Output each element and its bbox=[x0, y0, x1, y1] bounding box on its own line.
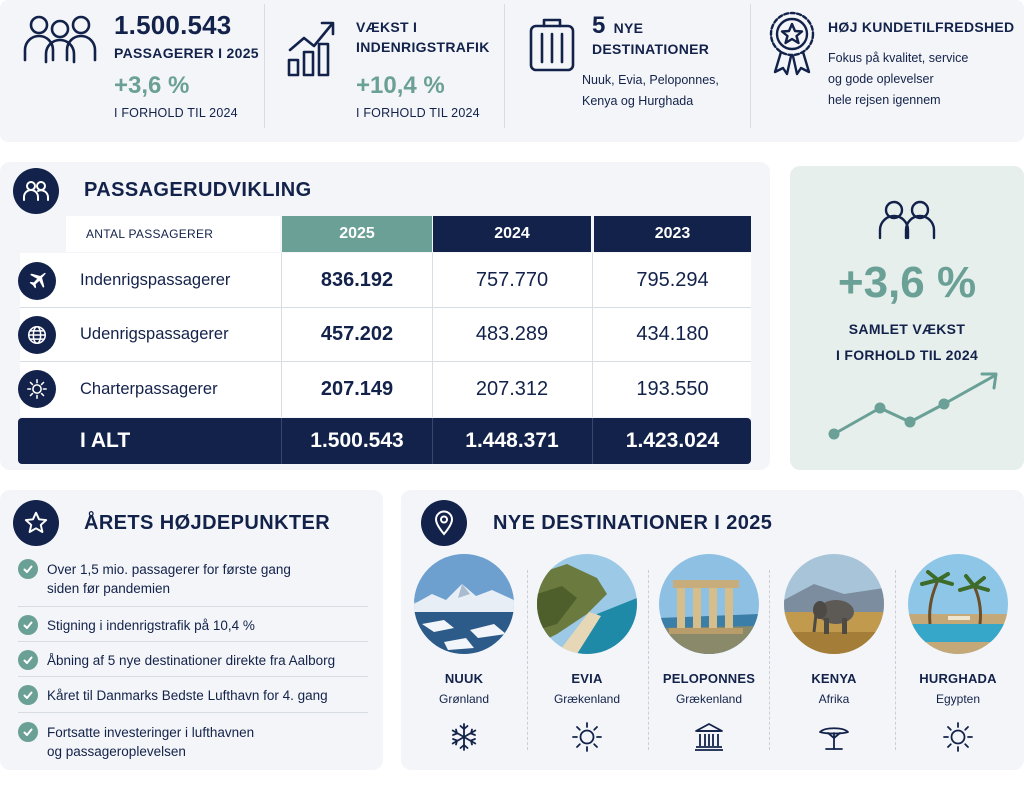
domestic-label-2: INDENRIGSTRAFIK bbox=[356, 39, 490, 55]
satisfaction-desc-2: og gode oplevelser bbox=[828, 72, 934, 86]
passengers-note: I FORHOLD TIL 2024 bbox=[114, 106, 238, 120]
people-icon bbox=[22, 12, 98, 64]
row-icon-domestic bbox=[18, 262, 56, 300]
destinations-number: 5 bbox=[592, 12, 606, 39]
satisfaction-desc-1: Fokus på kvalitet, service bbox=[828, 51, 969, 65]
passengers-number: 1.500.543 bbox=[114, 10, 232, 40]
domestic-label-1: VÆKST I bbox=[356, 19, 418, 35]
highlights-panel bbox=[0, 490, 383, 770]
total-2025: 1.500.543 bbox=[310, 429, 404, 452]
passengers-pct: +3,6 % bbox=[114, 72, 190, 99]
check-icon bbox=[18, 615, 38, 635]
divider bbox=[527, 570, 528, 750]
table-header-label: ANTAL PASSAGERER bbox=[66, 216, 280, 252]
destinations-circle bbox=[421, 500, 467, 546]
highlight-item bbox=[18, 686, 368, 705]
cell-international-2025: 457.202 bbox=[320, 322, 394, 345]
table-header-2023: 2023 bbox=[594, 216, 751, 252]
row-icon-international bbox=[18, 316, 56, 354]
destination-name: HURGHADA bbox=[919, 671, 997, 686]
destination-photo-hurghada bbox=[908, 554, 1008, 654]
cell-charter-2024: 207.312 bbox=[475, 377, 549, 400]
stat-new-destinations bbox=[506, 0, 750, 142]
sun-icon bbox=[941, 720, 975, 754]
trend-line-icon bbox=[826, 366, 1002, 442]
highlight-text: siden før pandemien bbox=[47, 581, 171, 596]
cell-charter-2025: 207.149 bbox=[320, 377, 394, 400]
destination-card bbox=[414, 554, 514, 759]
destination-name: PELOPONNES bbox=[662, 671, 756, 686]
destinations-label-1: NYE bbox=[613, 20, 644, 36]
divider bbox=[18, 712, 368, 713]
growth-card bbox=[790, 166, 1024, 470]
check-icon bbox=[18, 559, 38, 579]
table-header-2024: 2024 bbox=[433, 216, 591, 252]
destinations-title: NYE DESTINATIONER I 2025 bbox=[493, 512, 773, 534]
col-divider bbox=[592, 418, 593, 464]
top-stats-bar bbox=[0, 0, 1024, 142]
stat-domestic-growth bbox=[266, 0, 504, 142]
stat-satisfaction bbox=[752, 0, 1024, 142]
destination-photo-peloponnes bbox=[659, 554, 759, 654]
divider bbox=[264, 4, 265, 128]
destination-photo-evia bbox=[537, 554, 637, 654]
divider bbox=[18, 606, 368, 607]
total-label: I ALT bbox=[80, 429, 131, 452]
highlight-text: Åbning af 5 nye destinationer direkte fra Aalborg bbox=[47, 653, 336, 668]
highlight-text: Stigning i indenrigstrafik på 10,4 % bbox=[47, 618, 255, 633]
divider bbox=[895, 570, 896, 750]
passengers-circle bbox=[13, 168, 59, 214]
row-label-charter: Charterpassagerer bbox=[80, 379, 218, 398]
divider bbox=[769, 570, 770, 750]
total-2024: 1.448.371 bbox=[465, 429, 559, 452]
people-icon bbox=[22, 180, 50, 202]
destination-name: KENYA bbox=[811, 671, 857, 686]
col-divider bbox=[592, 253, 593, 417]
divider bbox=[18, 676, 368, 677]
snowflake-icon bbox=[447, 720, 481, 754]
domestic-pct: +10,4 % bbox=[356, 72, 445, 99]
row-label-international: Udenrigspassagerer bbox=[80, 324, 229, 343]
destination-card bbox=[784, 554, 884, 759]
destination-country: Grækenland bbox=[553, 692, 621, 706]
highlight-text: Kåret til Danmarks Bedste Lufthavn for 4. gang bbox=[47, 688, 328, 703]
temple-icon bbox=[692, 720, 726, 754]
row-icon-charter bbox=[18, 370, 56, 408]
growth-chart-icon bbox=[286, 18, 340, 78]
destinations-label-2: DESTINATIONER bbox=[592, 41, 710, 57]
check-icon bbox=[18, 722, 38, 742]
growth-line-1: SAMLET VÆKST bbox=[848, 321, 966, 337]
destination-card bbox=[537, 554, 637, 759]
satisfaction-label: HØJ KUNDETILFREDSHED bbox=[828, 19, 1015, 35]
divider bbox=[648, 570, 649, 750]
passengers-label: PASSAGERER I 2025 bbox=[114, 45, 259, 61]
destination-name: EVIA bbox=[571, 671, 603, 686]
divider bbox=[504, 4, 505, 128]
destination-name: NUUK bbox=[444, 671, 484, 686]
destination-country: Grækenland bbox=[675, 692, 743, 706]
map-pin-icon bbox=[433, 510, 455, 536]
divider bbox=[750, 4, 751, 128]
satisfaction-desc-3: hele rejsen igennem bbox=[828, 93, 941, 107]
cell-domestic-2024: 757.770 bbox=[475, 268, 549, 291]
highlights-title: ÅRETS HØJDEPUNKTER bbox=[84, 512, 331, 534]
destination-country: Egypten bbox=[935, 692, 981, 706]
destination-photo-kenya bbox=[784, 554, 884, 654]
cell-international-2024: 483.289 bbox=[475, 322, 549, 345]
divider bbox=[18, 641, 368, 642]
cell-domestic-2025: 836.192 bbox=[320, 268, 394, 291]
development-title: PASSAGERUDVIKLING bbox=[84, 179, 312, 201]
suitcase-icon bbox=[528, 16, 576, 74]
people-icon bbox=[876, 200, 938, 240]
highlight-text: Fortsatte investeringer i lufthavnen bbox=[47, 725, 255, 740]
highlights-circle bbox=[13, 500, 59, 546]
destination-photo-nuuk bbox=[414, 554, 514, 654]
sun-icon bbox=[570, 720, 604, 754]
check-icon bbox=[18, 685, 38, 705]
award-icon bbox=[766, 10, 818, 76]
domestic-note: I FORHOLD TIL 2024 bbox=[356, 106, 480, 120]
highlight-text: Over 1,5 mio. passagerer for første gang bbox=[47, 562, 291, 577]
destination-country: Afrika bbox=[818, 692, 850, 706]
highlight-text: og passageroplevelsen bbox=[47, 744, 186, 759]
growth-pct: +3,6 % bbox=[837, 258, 977, 307]
airplane-icon bbox=[26, 270, 48, 292]
globe-icon bbox=[26, 324, 48, 346]
stat-passengers bbox=[0, 0, 262, 142]
destination-card bbox=[908, 554, 1008, 759]
highlight-item bbox=[18, 651, 368, 670]
total-2023: 1.423.024 bbox=[625, 429, 720, 452]
cell-international-2023: 434.180 bbox=[636, 322, 709, 345]
table-header-2025: 2025 bbox=[282, 216, 432, 252]
destinations-desc-2: Kenya og Hurghada bbox=[582, 94, 694, 108]
sun-icon bbox=[26, 378, 48, 400]
highlight-item bbox=[18, 560, 368, 598]
star-icon bbox=[23, 510, 49, 536]
destinations-desc-1: Nuuk, Evia, Peloponnes, bbox=[582, 73, 719, 87]
highlight-item bbox=[18, 616, 368, 635]
acacia-tree-icon bbox=[817, 720, 851, 754]
destination-country: Grønland bbox=[438, 692, 490, 706]
row-label-domestic: Indenrigspassagerer bbox=[80, 270, 231, 289]
growth-line-2: I FORHOLD TIL 2024 bbox=[835, 347, 979, 363]
highlight-item bbox=[18, 723, 368, 761]
cell-domestic-2023: 795.294 bbox=[636, 268, 709, 291]
check-icon bbox=[18, 650, 38, 670]
destination-card bbox=[659, 554, 759, 759]
cell-charter-2023: 193.550 bbox=[636, 377, 709, 400]
